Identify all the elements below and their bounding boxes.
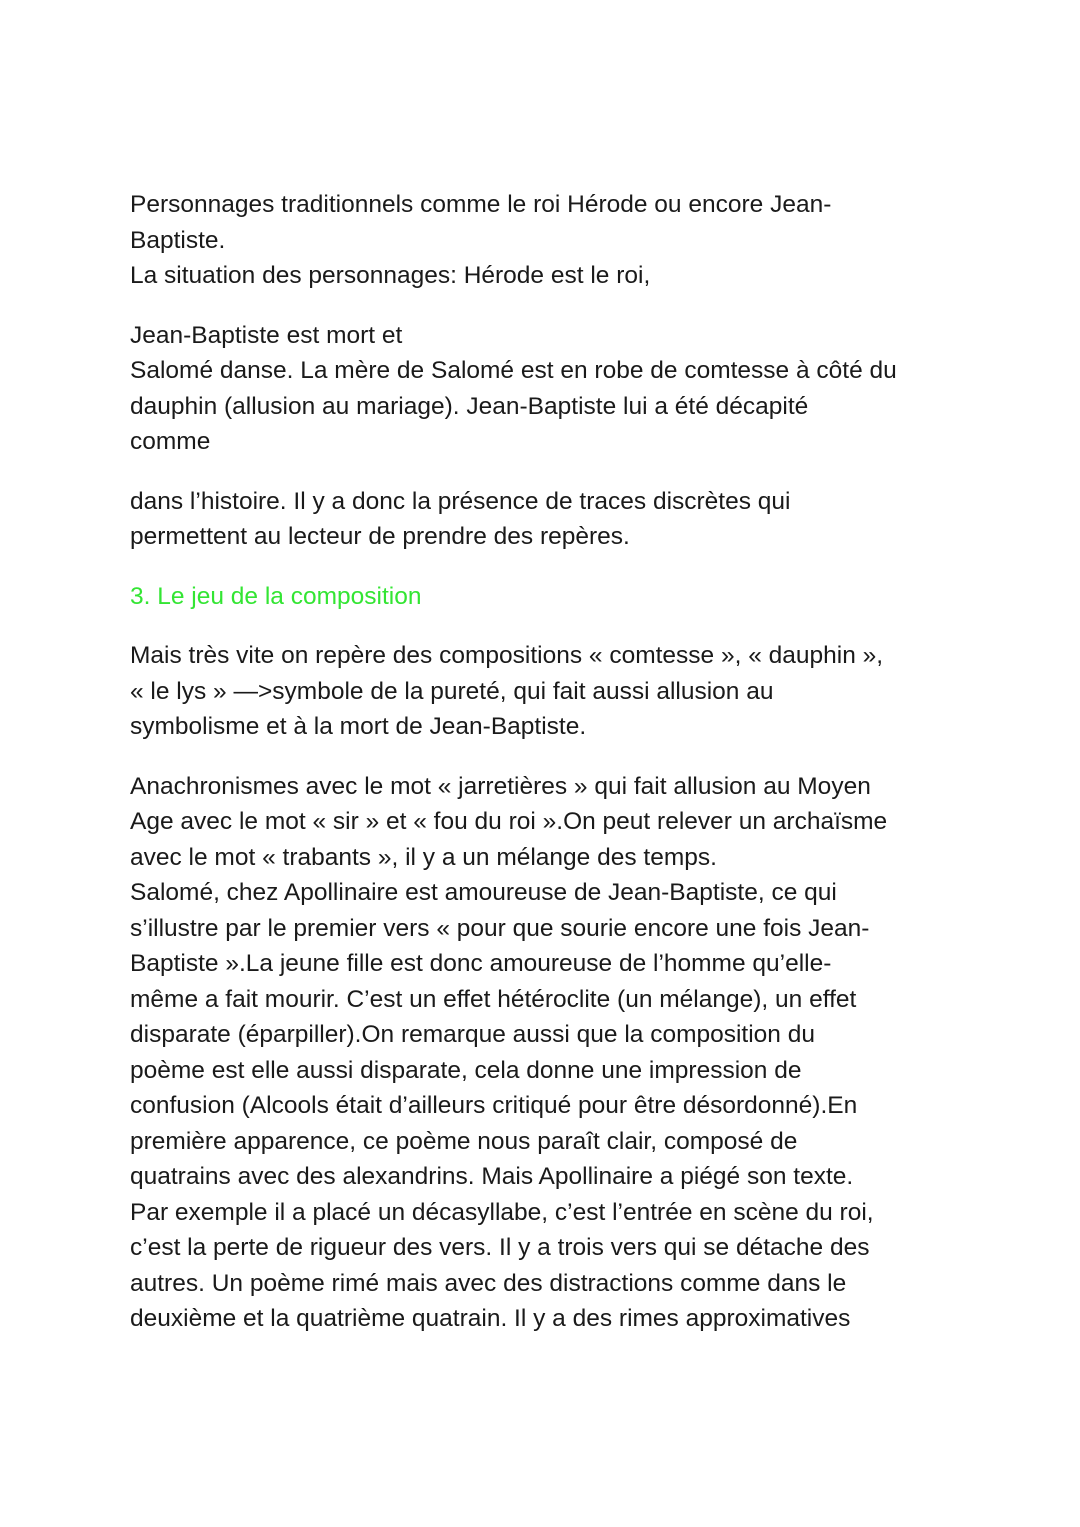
text-line: symbolisme et à la mort de Jean-Baptiste. <box>130 713 587 740</box>
text-line: quatrains avec des alexandrins. Mais Apollinaire a piégé son texte. <box>130 1163 854 1190</box>
text-line: poème est elle aussi disparate, cela donne une impression de <box>130 1056 802 1084</box>
text-line: s’illustre par le premier vers « pour que sourie encore une fois Jean- <box>130 914 870 942</box>
text-line: comme <box>130 428 211 455</box>
paragraph-traces <box>130 484 960 555</box>
paragraph-anachronisms <box>130 769 960 1337</box>
text-line: Baptiste ».La jeune fille est donc amoureuse de l’homme qu’elle- <box>130 950 832 977</box>
document-page <box>130 187 960 1361</box>
text-line: c’est la perte de rigueur des vers. Il y a trois vers qui se détache des <box>130 1234 870 1261</box>
text-line: Salomé, chez Apollinaire est amoureuse de Jean-Baptiste, ce qui <box>130 879 837 906</box>
text-line: Salomé danse. La mère de Salomé est en robe de comtesse à côté du <box>130 357 897 384</box>
paragraph-compositions <box>130 638 960 745</box>
paragraph-characters <box>130 187 960 294</box>
text-line: Age avec le mot « sir » et « fou du roi ».On peut relever un archaïsme <box>130 808 888 835</box>
text-line: Baptiste. <box>130 226 226 254</box>
text-line: disparate (éparpiller).On remarque aussi que la composition du <box>130 1021 815 1048</box>
text-line: avec le mot « trabants », il y a un mélange des temps. <box>130 843 717 871</box>
text-line: autres. Un poème rimé mais avec des distractions comme dans le <box>130 1269 847 1297</box>
text-line: confusion (Alcools était d’ailleurs critiqué pour être désordonné).En <box>130 1092 858 1119</box>
text-line: Par exemple il a placé un décasyllabe, c’est l’entrée en scène du roi, <box>130 1198 874 1226</box>
text-line: deuxième et la quatrième quatrain. Il y a des rimes approximatives <box>130 1305 851 1332</box>
text-line: Mais très vite on repère des compositions « comtesse », « dauphin », <box>130 642 884 669</box>
text-line: première apparence, ce poème nous paraît clair, composé de <box>130 1127 798 1155</box>
text-line: La situation des personnages: Hérode est le roi, <box>130 262 651 289</box>
text-line: Jean-Baptiste est mort et <box>130 321 403 349</box>
text-line: Anachronismes avec le mot « jarretières » qui fait allusion au Moyen <box>130 772 871 800</box>
section-heading: 3. Le jeu de la composition <box>130 582 422 610</box>
text-line: « le lys » —>symbole de la pureté, qui fait aussi allusion au <box>130 677 774 705</box>
text-line: Personnages traditionnels comme le roi Hérode ou encore Jean- <box>130 191 832 218</box>
paragraph-situation <box>130 318 960 460</box>
text-line: dans l’histoire. Il y a donc la présence de traces discrètes qui <box>130 487 791 515</box>
text-line: permettent au lecteur de prendre des repères. <box>130 523 630 550</box>
text-line: dauphin (allusion au mariage). Jean-Baptiste lui a été décapité <box>130 392 809 420</box>
text-line: même a fait mourir. C’est un effet hétéroclite (un mélange), un effet <box>130 985 857 1013</box>
